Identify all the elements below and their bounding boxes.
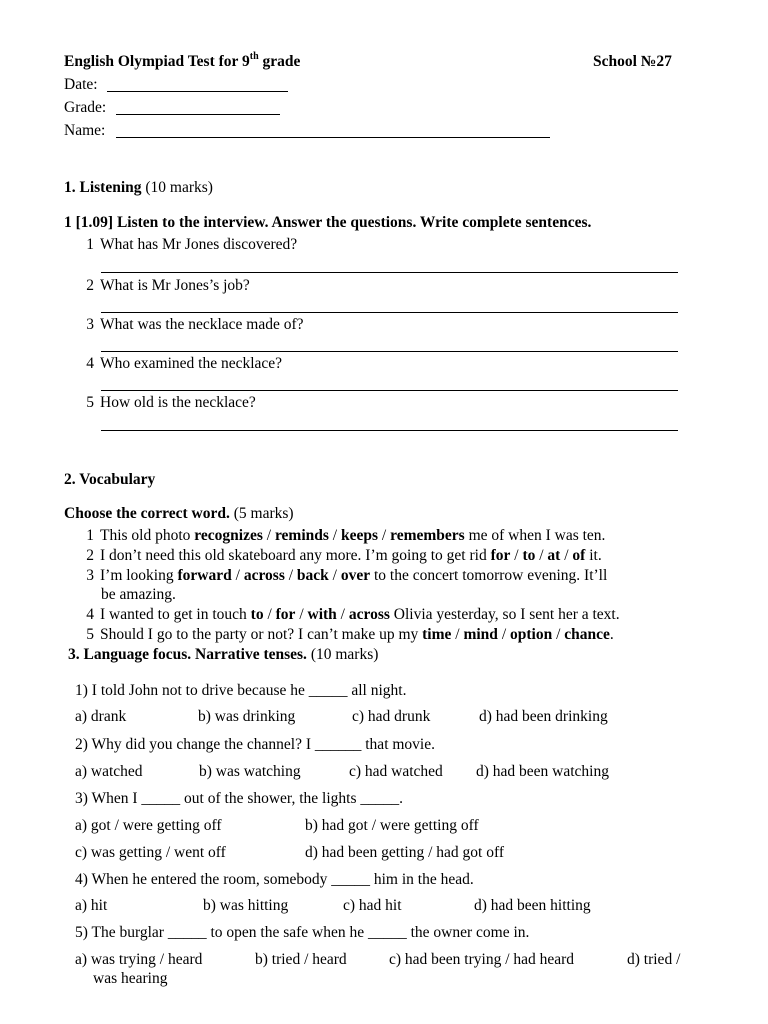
answer-option[interactable]: c) had hit xyxy=(343,897,402,914)
date-field[interactable] xyxy=(107,76,288,92)
answer-option[interactable]: c) had drunk xyxy=(352,708,431,725)
test-title: English Olympiad Test for 9th grade xyxy=(64,50,301,70)
listening-instruction: 1 [1.09] Listen to the interview. Answer the questions. Write complete sentences. xyxy=(64,214,592,231)
listening-question: 5 How old is the necklace? xyxy=(86,394,256,411)
answer-option[interactable]: b) was hitting xyxy=(203,897,289,914)
answer-option[interactable]: c) had been trying / had heard xyxy=(389,951,575,968)
answer-option[interactable]: d) had been hitting xyxy=(474,897,591,914)
answer-option[interactable]: a) drank xyxy=(75,708,127,725)
answer-option[interactable]: d) tried / xyxy=(627,951,681,968)
answer-option[interactable]: a) hit xyxy=(75,897,108,914)
answer-option-continued: was hearing xyxy=(93,970,168,987)
answer-option[interactable]: d) had been watching xyxy=(476,763,609,780)
answer-line[interactable] xyxy=(101,416,678,431)
date-label: Date: xyxy=(64,76,98,93)
name-label: Name: xyxy=(64,122,106,139)
vocabulary-item: 3 I’m looking forward / across / back / over to the concert tomorrow evening. It’ll xyxy=(86,567,608,584)
answer-option[interactable]: b) tried / heard xyxy=(255,951,347,968)
answer-option[interactable]: b) was watching xyxy=(199,763,301,780)
answer-line[interactable] xyxy=(101,298,678,313)
language-question: 1) I told John not to drive because he _____ all night. xyxy=(75,682,407,699)
answer-option[interactable]: a) was trying / heard xyxy=(75,951,203,968)
answer-line[interactable] xyxy=(101,376,678,391)
school-label: School №27 xyxy=(593,53,672,70)
answer-option[interactable]: d) had been drinking xyxy=(479,708,608,725)
answer-option[interactable]: b) was drinking xyxy=(198,708,296,725)
listening-question: 2 What is Mr Jones’s job? xyxy=(86,277,250,294)
vocabulary-item: 4 I wanted to get in touch to / for / with / across Olivia yesterday, so I sent her a text. xyxy=(86,606,620,623)
language-question: 3) When I _____ out of the shower, the lights _____. xyxy=(75,790,403,807)
language-question: 4) When he entered the room, somebody _____ him in the head. xyxy=(75,871,474,888)
vocabulary-item: 2 I don’t need this old skateboard any more. I’m going to get rid for / to / at / of it. xyxy=(86,547,602,564)
listening-question: 1 What has Mr Jones discovered? xyxy=(86,236,298,253)
vocabulary-item: 1 This old photo recognizes / reminds / keeps / remembers me of when I was ten. xyxy=(86,527,606,544)
grade-field[interactable] xyxy=(116,99,280,115)
answer-line[interactable] xyxy=(101,337,678,352)
language-heading: 3. Language focus. Narrative tenses. (10 marks) xyxy=(68,646,379,663)
answer-option[interactable]: c) was getting / went off xyxy=(75,844,226,861)
answer-line[interactable] xyxy=(101,258,678,273)
name-field[interactable] xyxy=(116,122,550,138)
grade-label: Grade: xyxy=(64,99,107,116)
answer-option[interactable]: d) had been getting / had got off xyxy=(305,844,505,861)
language-question: 5) The burglar _____ to open the safe when he _____ the owner come in. xyxy=(75,924,530,941)
vocabulary-instruction: Choose the correct word. (5 marks) xyxy=(64,505,294,522)
listening-question: 3 What was the necklace made of? xyxy=(86,316,304,333)
vocabulary-item-continued: be amazing. xyxy=(101,586,176,603)
answer-option[interactable]: a) got / were getting off xyxy=(75,817,222,834)
vocabulary-heading: 2. Vocabulary xyxy=(64,471,156,488)
answer-option[interactable]: c) had watched xyxy=(349,763,443,780)
listening-question: 4 Who examined the necklace? xyxy=(86,355,283,372)
answer-option[interactable]: a) watched xyxy=(75,763,143,780)
listening-heading: 1. Listening (10 marks) xyxy=(64,179,213,196)
language-question: 2) Why did you change the channel? I ______ that movie. xyxy=(75,736,435,753)
answer-option[interactable]: b) had got / were getting off xyxy=(305,817,479,834)
vocabulary-item: 5 Should I go to the party or not? I can’t make up my time / mind / option / chance. xyxy=(86,626,614,643)
